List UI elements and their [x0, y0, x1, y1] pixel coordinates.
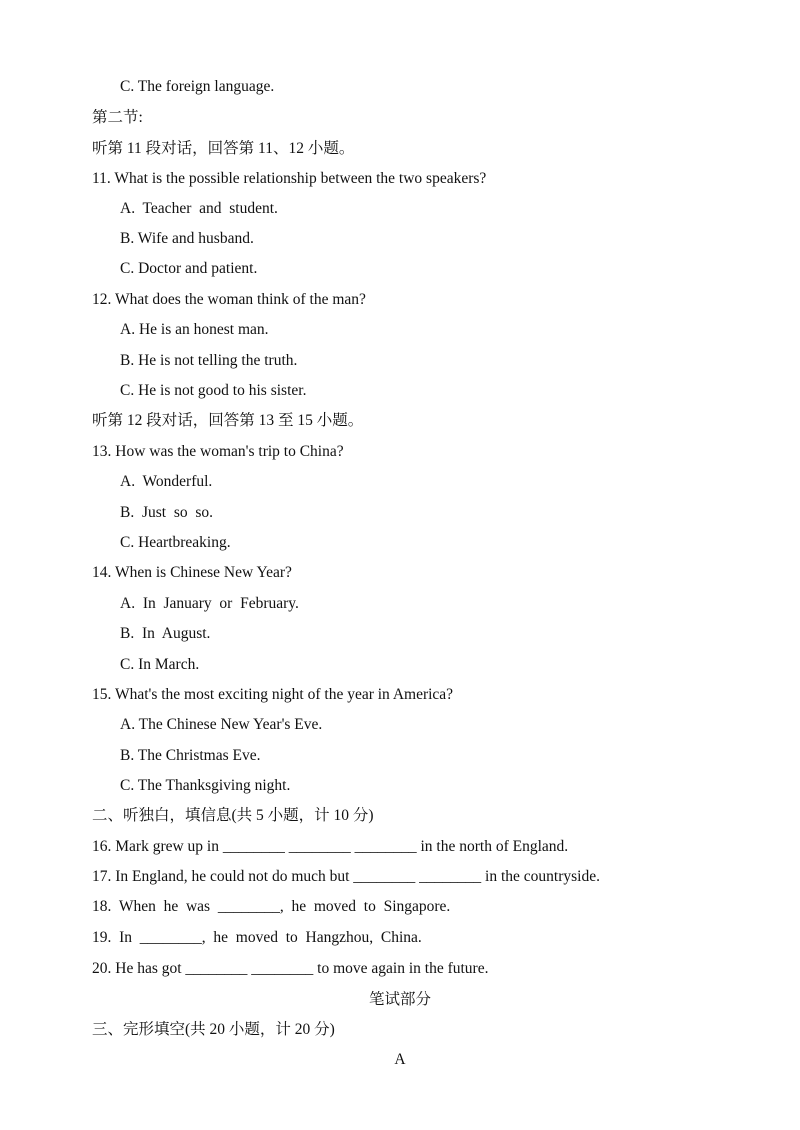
q11: 11. What is the possible relationship between the two speakers?	[92, 170, 487, 187]
written-part-title: 笔试部分	[368, 991, 431, 1008]
q14: 14. When is Chinese New Year?	[92, 564, 292, 581]
q12-option-c: C. He is not good to his sister.	[120, 382, 307, 399]
q13-option-a: A. Wonderful.	[120, 473, 213, 490]
q13: 13. How was the woman's trip to China?	[92, 443, 344, 460]
q14-option-c: C. In March.	[120, 656, 200, 673]
q20: 20. He has got ________ ________ to move again in the future.	[92, 960, 489, 977]
q11-option-c: C. Doctor and patient.	[120, 260, 258, 277]
part-3-heading: 三、完形填空(共 20 小题，计 20 分)	[92, 1021, 335, 1038]
q15-option-a: A. The Chinese New Year's Eve.	[120, 716, 323, 733]
q12: 12. What does the woman think of the man?	[92, 291, 366, 308]
q11-option-a: A. Teacher and student.	[120, 200, 278, 217]
q15: 15. What's the most exciting night of the year in America?	[92, 686, 454, 703]
q13-option-b: B. Just so so.	[120, 504, 214, 521]
passage-a-label: A	[394, 1051, 406, 1068]
q16: 16. Mark grew up in ________ ________ ________ in the north of England.	[92, 838, 569, 855]
q10-option-c: C. The foreign language.	[120, 78, 275, 95]
q14-option-a: A. In January or February.	[120, 595, 299, 612]
part-2-heading: 二、听独白，填信息(共 5 小题，计 10 分)	[92, 807, 374, 824]
q11-option-b: B. Wife and husband.	[120, 230, 254, 247]
q15-option-c: C. The Thanksgiving night.	[120, 777, 291, 794]
dialogue-12-instruction: 听第 12 段对话，回答第 13 至 15 小题。	[92, 412, 364, 429]
q17: 17. In England, he could not do much but ________ ________ in the countryside.	[92, 868, 600, 885]
q12-option-a: A. He is an honest man.	[120, 321, 269, 338]
q13-option-c: C. Heartbreaking.	[120, 534, 231, 551]
section-2-heading: 第二节:	[92, 109, 143, 126]
q19: 19. In ________, he moved to Hangzhou, China.	[92, 929, 422, 946]
q12-option-b: B. He is not telling the truth.	[120, 352, 298, 369]
q14-option-b: B. In August.	[120, 625, 211, 642]
q15-option-b: B. The Christmas Eve.	[120, 747, 261, 764]
q18: 18. When he was ________, he moved to Singapore.	[92, 898, 451, 915]
dialogue-11-instruction: 听第 11 段对话，回答第 11、12 小题。	[92, 140, 355, 157]
